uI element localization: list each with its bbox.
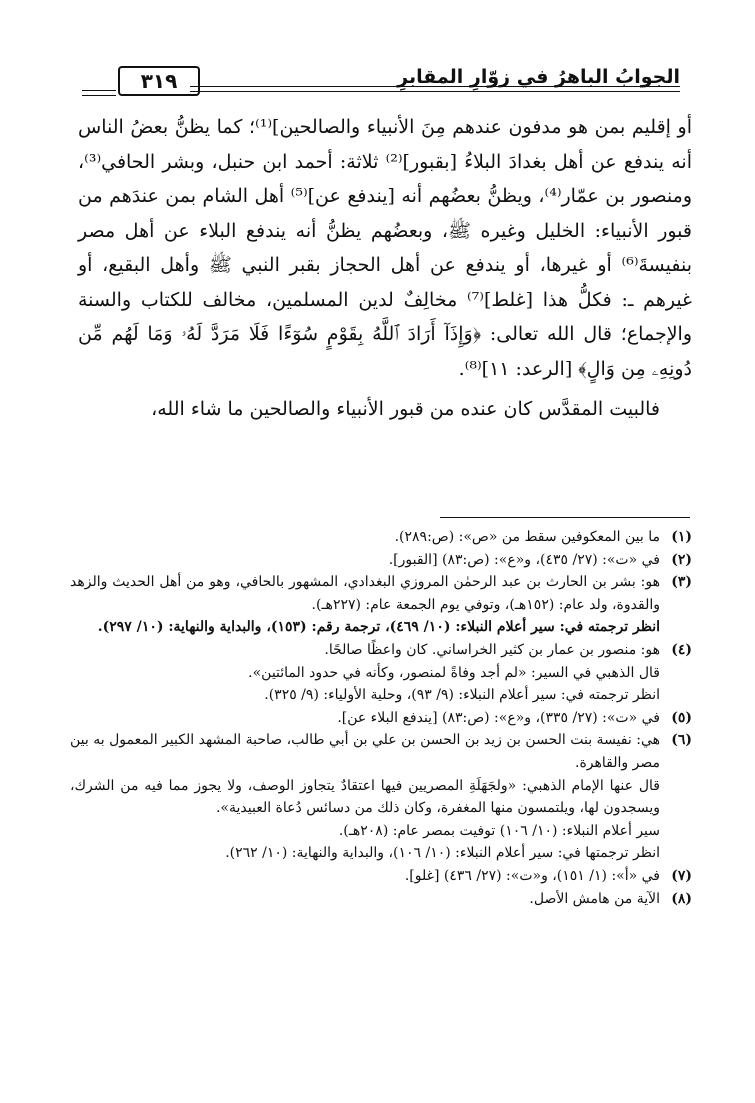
footnote-separator: [440, 517, 690, 518]
footnote: [70, 707, 692, 730]
footnote-number: (٦): [671, 732, 692, 749]
header-rule: [190, 86, 680, 87]
footnote-line: قال الذهبي في السير: «لم أجد وفاةً لمنصور، وكأنه في حدود المائتين».: [248, 664, 660, 681]
header-rule-left-double: [82, 95, 116, 96]
footnotes: [70, 526, 692, 910]
footnote-line: في «ت»: (٢٧/ ٣٣٥)، و«ع»: (ص:٨٣) [يندفع البلاء عن].: [337, 709, 660, 726]
footnote-number: (٢): [671, 551, 692, 568]
footnote-number: (٤): [671, 641, 692, 658]
footnote-line: هي: نفيسة بنت الحسن بن زيد بن الحسن بن علي بن أبي طالب، صاحبة المشهد الكبير المعمول به بين مصر والقاهرة.: [70, 732, 660, 771]
footnote-number: (١): [671, 529, 692, 545]
footnote-line: في «أ»: (١/ ١٥١)، و«ت»: (٢٧/ ٤٣٦) [غلو].: [404, 867, 660, 884]
footnote: [70, 639, 692, 707]
footnote: [70, 729, 692, 865]
footnote-line: انظر ترجمته في: سير أعلام النبلاء: (٩/ ٩٣)، وحلية الأولياء: (٩/ ٣٢٥).: [264, 687, 660, 704]
header-rule-double: [190, 91, 680, 92]
footnote-number: (٣): [671, 574, 692, 591]
footnote: [70, 888, 692, 911]
footnote-number: (٨): [671, 890, 692, 907]
footnote-line: قال عنها الإمام الذهبي: «ولجَهَلَةِ المصريين فيها اعتقادٌ يتجاوز الوصف، ولا يجوز مما فيه من الشرك، ويسجدون لها، ويلتمسون منها المغفرة، وكان ذلك من دسائس دُعاة العبيدية».: [70, 777, 660, 817]
header-rule-left: [82, 90, 116, 91]
footnote: [70, 571, 692, 639]
footnote: [70, 526, 692, 549]
footnote-line: سير أعلام النبلاء: (١٠/ ١٠٦) توفيت بمصر عام: (٢٠٨هـ).: [338, 822, 660, 839]
footnote-line: في «ت»: (٢٧/ ٤٣٥)، و«ع»: (ص:٨٣) [القبور].: [388, 551, 660, 568]
main-text: [78, 110, 692, 427]
footnote-line: هو: بشر بن الحارث بن عبد الرحمٰن المروزي البغدادي، المشهور بالحافي، وهو من أهل الحديث والزهد والقدوة، ولد عام: (١٥٢هـ)، وتوفي يوم الجمعة عام: (٢٢٧هـ).: [70, 574, 660, 613]
footnote-line: انظر ترجمتها في: سير أعلام النبلاء: (١٠/ ١٠٦)، والبداية والنهاية: (١٠/ ٢٦٢).: [225, 845, 660, 862]
footnote-line: هو: منصور بن عمار بن كثير الخراساني. كان واعظًا صالحًا.: [324, 641, 660, 658]
page-header: [80, 58, 680, 108]
paragraph: أو إقليم بمن هو مدفون عندهم مِنَ الأنبياء والصالحين]⁽¹⁾؛ كما يظنُّ بعضُ الناس أنه يندفع عن أهل بغدادَ البلاءُ [بقبور]⁽²⁾ ثلاثة: أحمد ابن حنبل، وبشر الحافي⁽³⁾، ومنصور بن عمّار⁽⁴⁾، ويظنُّ بعضُهم أنه [يندفع عن]⁽⁵⁾ أهل الشام بمن عندَهم من قبور الأنبياء: الخليل وغيره ﷺ، وبعضُهم يظنُّ أنه يندفع البلاء عن أهل مصر بنفيسةَ⁽⁶⁾ أو غيرها، أو يندفع عن أهل الحجاز بقبر النبي ﷺ وأهل البقيع، أو غيرهم ـ: فكلُّ هذا [غلط]⁽⁷⁾ مخالِفٌ لدين المسلمين، مخالف للكتاب والسنة والإجماع؛ قال الله تعالى: ﴿وَإِذَآ أَرَادَ ٱللَّهُ بِقَوْمٍ سُوٓءًا فَلَا مَرَدَّ لَهُۥ وَمَا لَهُم مِّن دُونِهِۦ مِن وَالٍ﴾ [الرعد: ١١]⁽⁸⁾.: [78, 116, 692, 380]
footnote-line: انظر ترجمته في: سير أعلام النبلاء: (١٠/ ٤٦٩)، ترجمة رقم: (١٥٣)، والبداية والنهاية: (١٠/ ٢٩٧).: [97, 619, 660, 636]
footnote-line: الآية من هامش الأصل.: [529, 890, 660, 907]
page-number: ٣١٩: [118, 66, 200, 96]
running-title: الجوابُ الباهرُ في زوّارِ المقابرِ: [397, 66, 680, 88]
footnote-number: (٥): [671, 709, 692, 726]
footnote: [70, 865, 692, 888]
paragraph: فالبيت المقدَّس كان عنده من قبور الأنبياء والصالحين ما شاء الله،: [151, 398, 660, 420]
footnote-line: ما بين المعكوفين سقط من «ص»: (ص:٢٨٩).: [394, 529, 660, 545]
footnote: [70, 549, 692, 572]
footnote-number: (٧): [671, 867, 692, 884]
